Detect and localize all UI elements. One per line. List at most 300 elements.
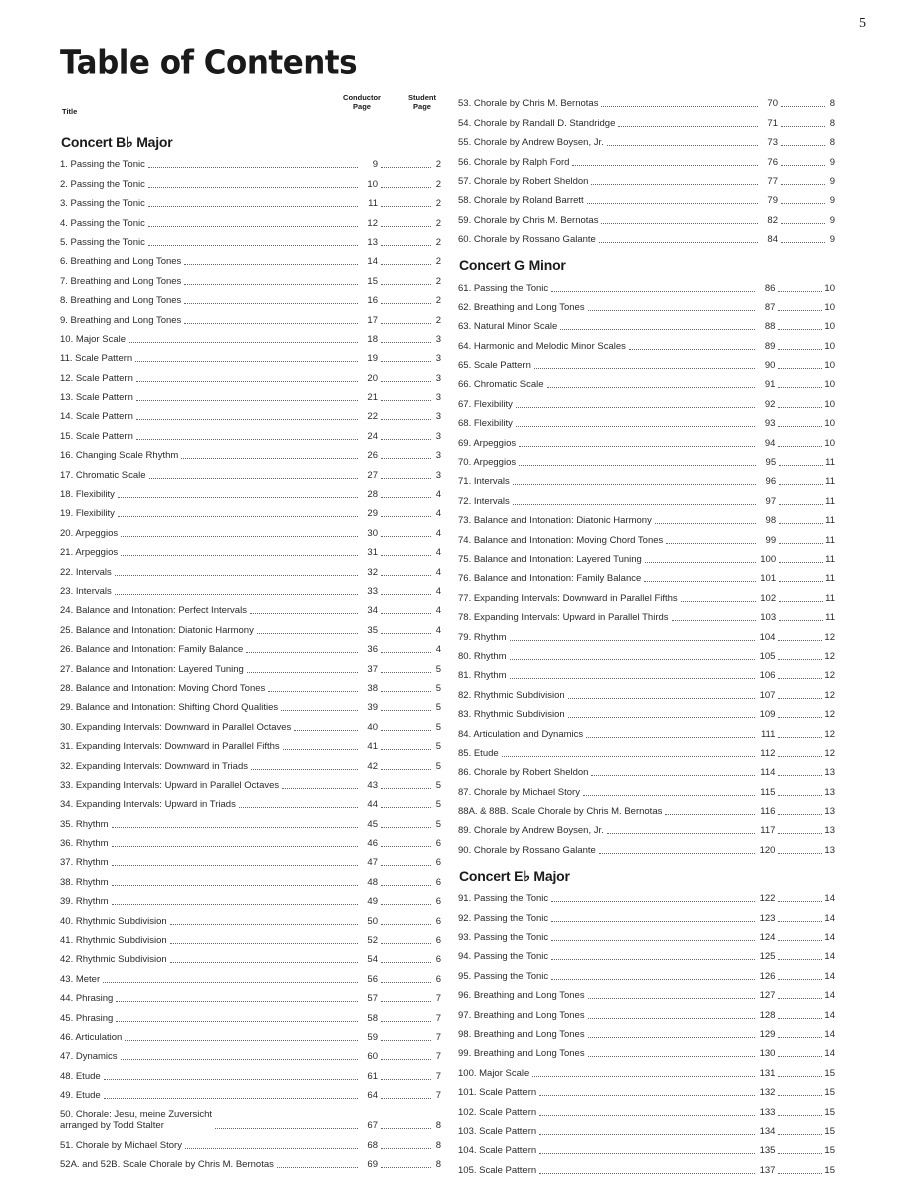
conductor-page-number: 87 — [764, 301, 776, 313]
dot-leader — [551, 921, 755, 922]
student-page-number: 10 — [824, 379, 835, 391]
dot-leader — [601, 223, 758, 224]
toc-entry — [60, 600, 441, 619]
student-page-number: 11 — [825, 476, 835, 488]
student-page-number: 4 — [435, 585, 441, 597]
entry-title: 21. Arpeggios — [60, 547, 119, 559]
conductor-page-number: 61 — [367, 1070, 378, 1082]
dot-leader — [148, 226, 358, 227]
dot-leader — [381, 206, 431, 207]
entry-title: 68. Flexibility — [458, 418, 513, 430]
entry-title: 54. Chorale by Randall D. Standridge — [458, 117, 616, 129]
student-page-number: 4 — [435, 644, 441, 656]
dot-leader — [381, 400, 431, 401]
entry-title: 65. Scale Pattern — [458, 360, 531, 372]
column-header-conductor-page: Conductor Page — [343, 93, 381, 111]
dot-leader — [778, 901, 822, 902]
conductor-page-number: 77 — [767, 175, 778, 187]
conductor-page-number: 88 — [764, 321, 776, 333]
student-page-number: 14 — [824, 912, 835, 924]
student-page-number: 5 — [435, 760, 441, 772]
entry-title: 86. Chorale by Robert Sheldon — [458, 767, 589, 779]
student-page-number: 4 — [435, 508, 441, 520]
dot-leader — [185, 1148, 358, 1149]
conductor-page-number: 90 — [764, 360, 776, 372]
toc-entry — [458, 888, 835, 907]
student-page-number: 10 — [824, 398, 835, 410]
toc-entry — [60, 678, 441, 697]
entry-title: 66. Chromatic Scale — [458, 379, 544, 391]
student-page-number: 5 — [435, 721, 441, 733]
conductor-page-number: 128 — [759, 1009, 776, 1021]
page-title: Table of Contents — [60, 44, 358, 82]
dot-leader — [135, 361, 358, 362]
toc-entry — [60, 232, 441, 251]
conductor-page-number: 10 — [367, 178, 378, 190]
dot-leader — [148, 245, 358, 246]
student-page-number: 2 — [435, 314, 441, 326]
student-page-number: 9 — [829, 214, 835, 226]
student-page-number: 11 — [825, 534, 835, 546]
conductor-page-number: 31 — [367, 547, 378, 559]
student-page-number: 5 — [435, 818, 441, 830]
student-page-number: 4 — [435, 566, 441, 578]
conductor-page-number: 17 — [367, 314, 378, 326]
student-page-number: 13 — [824, 844, 835, 856]
entry-title: 10. Major Scale — [60, 333, 127, 345]
toc-entry — [60, 1027, 441, 1046]
dot-leader — [781, 165, 825, 166]
conductor-page-number: 46 — [367, 838, 378, 850]
toc-entry — [458, 762, 835, 781]
toc-entry — [458, 374, 835, 393]
toc-entry — [458, 171, 835, 190]
toc-entry — [60, 949, 441, 968]
student-page-number: 9 — [829, 175, 835, 187]
conductor-page-number: 34 — [367, 605, 378, 617]
dot-leader — [588, 310, 756, 311]
dot-leader — [115, 575, 358, 576]
toc-entry — [458, 413, 835, 432]
student-page-number: 13 — [824, 825, 835, 837]
dot-leader — [381, 1040, 431, 1041]
toc-entry — [60, 1104, 441, 1134]
toc-entry — [60, 988, 441, 1007]
entry-title: 90. Chorale by Rossano Galante — [458, 844, 596, 856]
dot-leader — [215, 1128, 358, 1129]
student-page-number: 12 — [824, 689, 835, 701]
dot-leader — [778, 1115, 822, 1116]
dot-leader — [599, 242, 758, 243]
toc-entry — [458, 723, 835, 742]
student-page-number: 9 — [829, 195, 835, 207]
dot-leader — [281, 710, 358, 711]
dot-leader — [125, 1040, 358, 1041]
dot-leader — [121, 1059, 358, 1060]
student-page-number: 5 — [435, 663, 441, 675]
entry-title: 61. Passing the Tonic — [458, 282, 549, 294]
entry-title: 105. Scale Pattern — [458, 1164, 537, 1176]
dot-leader — [115, 594, 358, 595]
conductor-page-number: 16 — [367, 295, 378, 307]
student-page-number: 11 — [825, 457, 835, 469]
entry-title: 1. Passing the Tonic — [60, 159, 145, 171]
conductor-page-number: 120 — [759, 844, 776, 856]
conductor-page-number: 67 — [367, 1120, 378, 1132]
dot-leader — [568, 698, 756, 699]
dot-leader — [381, 458, 431, 459]
toc-entry — [60, 968, 441, 987]
conductor-page-number: 79 — [767, 195, 778, 207]
dot-leader — [583, 795, 755, 796]
dot-leader — [118, 516, 358, 517]
toc-entry — [60, 464, 441, 483]
entry-title: 53. Chorale by Chris M. Bernotas — [458, 98, 599, 110]
dot-leader — [381, 1021, 431, 1022]
toc-entry — [60, 1065, 441, 1084]
entry-title: 91. Passing the Tonic — [458, 893, 549, 905]
student-page-number: 8 — [829, 98, 835, 110]
dot-leader — [112, 865, 358, 866]
conductor-page-number: 117 — [760, 825, 776, 837]
dot-leader — [381, 924, 431, 925]
entry-title: 32. Expanding Intervals: Downward in Triads — [60, 760, 248, 772]
dot-leader — [778, 775, 822, 776]
entry-title: 24. Balance and Intonation: Perfect Intervals — [60, 605, 247, 617]
toc-entry — [458, 743, 835, 762]
dot-leader — [116, 1001, 358, 1002]
toc-entry — [60, 1046, 441, 1065]
student-page-number: 11 — [825, 553, 835, 565]
dot-leader — [129, 342, 358, 343]
dot-leader — [778, 737, 822, 738]
toc-entry — [458, 93, 835, 112]
entry-title: 41. Rhythmic Subdivision — [60, 935, 167, 947]
dot-leader — [136, 439, 358, 440]
student-page-number: 15 — [824, 1145, 835, 1157]
dot-leader — [381, 497, 431, 498]
conductor-page-number: 69 — [367, 1158, 378, 1170]
dot-leader — [778, 833, 822, 834]
dot-leader — [586, 737, 755, 738]
toc-entry — [458, 132, 835, 151]
toc-entry — [60, 1007, 441, 1026]
student-page-number: 4 — [435, 527, 441, 539]
dot-leader — [136, 381, 358, 382]
dot-leader — [551, 979, 755, 980]
entry-title: 88A. & 88B. Scale Chorale by Chris M. Bernotas — [458, 806, 663, 818]
student-page-number: 11 — [825, 495, 835, 507]
student-page-number: 12 — [824, 709, 835, 721]
toc-entry — [60, 290, 441, 309]
toc-entry — [458, 393, 835, 412]
toc-entry — [60, 833, 441, 852]
conductor-page-number: 134 — [759, 1125, 776, 1137]
conductor-page-number: 89 — [764, 340, 776, 352]
entry-title: 26. Balance and Intonation: Family Balance — [60, 644, 244, 656]
entry-title: 57. Chorale by Robert Sheldon — [458, 175, 589, 187]
entry-title: 74. Balance and Intonation: Moving Chord Tones — [458, 534, 664, 546]
dot-leader — [778, 756, 822, 757]
entry-title: 27. Balance and Intonation: Layered Tuning — [60, 663, 244, 675]
student-page-number: 9 — [829, 156, 835, 168]
dot-leader — [778, 814, 822, 815]
student-page-number: 10 — [824, 282, 835, 294]
dot-leader — [257, 633, 358, 634]
entry-title: 35. Rhythm — [60, 818, 109, 830]
conductor-page-number: 58 — [367, 1012, 378, 1024]
dot-leader — [778, 1153, 822, 1154]
toc-entry — [60, 658, 441, 677]
dot-leader — [516, 426, 756, 427]
toc-entry — [60, 716, 441, 735]
dot-leader — [778, 1134, 822, 1135]
dot-leader — [781, 145, 825, 146]
dot-leader — [778, 795, 822, 796]
conductor-page-number: 70 — [767, 98, 778, 110]
dot-leader — [539, 1095, 755, 1096]
student-page-number: 2 — [435, 178, 441, 190]
conductor-page-number: 28 — [367, 489, 378, 501]
dot-leader — [118, 497, 358, 498]
section-title-concert-b-flat-major: Concert B♭ Major — [61, 134, 173, 150]
conductor-page-number: 92 — [764, 398, 776, 410]
column-header-title: Title — [62, 107, 78, 116]
dot-leader — [655, 523, 756, 524]
toc-entry — [458, 471, 835, 490]
student-page-number: 8 — [829, 117, 835, 129]
dot-leader — [170, 924, 358, 925]
toc-entry — [60, 503, 441, 522]
dot-leader — [381, 788, 431, 789]
toc-entry — [60, 1154, 441, 1173]
toc-entry — [60, 154, 441, 173]
student-page-number: 5 — [435, 702, 441, 714]
toc-entry — [458, 335, 835, 354]
toc-entry — [60, 871, 441, 890]
entry-title: 81. Rhythm — [458, 670, 507, 682]
toc-entry — [458, 801, 835, 820]
toc-entry — [458, 297, 835, 316]
toc-entry — [458, 229, 835, 248]
dot-leader — [268, 691, 358, 692]
toc-entry — [458, 607, 835, 626]
conductor-page-number: 135 — [759, 1145, 776, 1157]
dot-leader — [519, 465, 756, 466]
student-page-number: 4 — [435, 547, 441, 559]
column-header-student-page: Student Page — [408, 93, 436, 111]
student-page-number: 11 — [825, 515, 835, 527]
dot-leader — [519, 446, 755, 447]
toc-entry — [60, 484, 441, 503]
entry-title: 14. Scale Pattern — [60, 411, 133, 423]
student-page-number: 15 — [824, 1164, 835, 1176]
toc-entry — [458, 452, 835, 471]
dot-leader — [665, 814, 755, 815]
toc-list — [458, 888, 835, 1179]
student-page-number: 14 — [824, 1009, 835, 1021]
entry-title: 99. Breathing and Long Tones — [458, 1048, 585, 1060]
student-page-number: 14 — [824, 990, 835, 1002]
entry-title: 63. Natural Minor Scale — [458, 321, 558, 333]
conductor-page-number: 49 — [367, 896, 378, 908]
conductor-page-number: 44 — [367, 799, 378, 811]
dot-leader — [778, 1173, 822, 1174]
entry-title: 64. Harmonic and Melodic Minor Scales — [458, 340, 626, 352]
toc-entry — [60, 813, 441, 832]
student-page-number: 10 — [824, 437, 835, 449]
dot-leader — [551, 291, 755, 292]
student-page-number: 15 — [824, 1067, 835, 1079]
toc-entry — [458, 907, 835, 926]
student-page-number: 15 — [824, 1125, 835, 1137]
dot-leader — [781, 126, 825, 127]
student-page-number: 6 — [435, 973, 441, 985]
conductor-page-number: 115 — [760, 786, 776, 798]
entry-title: 19. Flexibility — [60, 508, 115, 520]
toc-entry — [60, 522, 441, 541]
toc-entry — [60, 852, 441, 871]
dot-leader — [121, 555, 358, 556]
conductor-page-number: 129 — [759, 1028, 776, 1040]
conductor-page-number: 93 — [764, 418, 776, 430]
toc-entry — [60, 329, 441, 348]
student-page-number: 8 — [435, 1139, 441, 1151]
toc-entry — [60, 1085, 441, 1104]
dot-leader — [381, 730, 431, 731]
conductor-page-number: 116 — [760, 806, 776, 818]
toc-entry — [458, 112, 835, 131]
conductor-page-number: 73 — [767, 137, 778, 149]
dot-leader — [112, 827, 358, 828]
conductor-page-number: 56 — [367, 973, 378, 985]
entry-title: 75. Balance and Intonation: Layered Tuning — [458, 553, 642, 565]
dot-leader — [381, 536, 431, 537]
dot-leader — [381, 555, 431, 556]
dot-leader — [587, 203, 758, 204]
dot-leader — [381, 342, 431, 343]
toc-right-column — [458, 93, 835, 1179]
dot-leader — [781, 223, 825, 224]
conductor-page-number: 105 — [759, 650, 776, 662]
conductor-page-number: 123 — [759, 912, 776, 924]
toc-entry — [458, 965, 835, 984]
student-page-number: 6 — [435, 935, 441, 947]
entry-title: 103. Scale Pattern — [458, 1125, 537, 1137]
conductor-page-number: 64 — [367, 1090, 378, 1102]
entry-title: 31. Expanding Intervals: Downward in Parallel Fifths — [60, 741, 280, 753]
dot-leader — [551, 940, 755, 941]
toc-entry — [458, 1062, 835, 1081]
entry-title: 100. Major Scale — [458, 1067, 530, 1079]
student-page-number: 5 — [435, 682, 441, 694]
dot-leader — [381, 904, 431, 905]
dot-leader — [510, 640, 756, 641]
toc-entry — [60, 445, 441, 464]
conductor-page-number: 133 — [759, 1106, 776, 1118]
conductor-page-number: 114 — [760, 767, 776, 779]
entry-title: 50. Chorale: Jesu, meine Zuversicht arranged by Todd Stalter — [60, 1109, 213, 1132]
dot-leader — [277, 1167, 358, 1168]
student-page-number: 2 — [435, 275, 441, 287]
entry-title: 97. Breathing and Long Tones — [458, 1009, 585, 1021]
dot-leader — [629, 349, 756, 350]
toc-entry — [60, 755, 441, 774]
conductor-page-number: 130 — [759, 1048, 776, 1060]
dot-leader — [381, 594, 431, 595]
conductor-page-number: 98 — [765, 515, 777, 527]
dot-leader — [381, 1098, 431, 1099]
conductor-page-number: 11 — [368, 198, 378, 210]
entry-title: 93. Passing the Tonic — [458, 932, 549, 944]
conductor-page-number: 106 — [759, 670, 776, 682]
dot-leader — [247, 672, 358, 673]
toc-entry — [458, 1082, 835, 1101]
dot-leader — [246, 652, 358, 653]
toc-entry — [458, 1043, 835, 1062]
toc-entry — [458, 316, 835, 335]
toc-entry — [458, 190, 835, 209]
entry-title: 56. Chorale by Ralph Ford — [458, 156, 570, 168]
dot-leader — [607, 145, 758, 146]
conductor-page-number: 131 — [759, 1067, 776, 1079]
dot-leader — [170, 943, 358, 944]
toc-entry — [60, 794, 441, 813]
conductor-page-number: 15 — [367, 275, 378, 287]
entry-title: 73. Balance and Intonation: Diatonic Harmony — [458, 515, 652, 527]
dot-leader — [251, 769, 358, 770]
dot-leader — [148, 206, 358, 207]
dot-leader — [591, 775, 755, 776]
student-page-number: 6 — [435, 954, 441, 966]
entry-title: 15. Scale Pattern — [60, 430, 133, 442]
toc-entry — [60, 367, 441, 386]
dot-leader — [779, 543, 823, 544]
dot-leader — [534, 368, 756, 369]
dot-leader — [381, 633, 431, 634]
dot-leader — [104, 1079, 358, 1080]
conductor-page-number: 68 — [367, 1139, 378, 1151]
student-page-number: 3 — [435, 469, 441, 481]
dot-leader — [112, 846, 358, 847]
entry-title: 33. Expanding Intervals: Upward in Parallel Octaves — [60, 779, 280, 791]
dot-leader — [381, 419, 431, 420]
dot-leader — [103, 982, 358, 983]
student-page-number: 10 — [824, 340, 835, 352]
toc-entry — [458, 1159, 835, 1178]
entry-title: 6. Breathing and Long Tones — [60, 256, 182, 268]
dot-leader — [381, 1148, 431, 1149]
dot-leader — [381, 613, 431, 614]
entry-title: 37. Rhythm — [60, 857, 109, 869]
toc-entry — [60, 910, 441, 929]
conductor-page-number: 91 — [764, 379, 776, 391]
dot-leader — [781, 106, 825, 107]
conductor-page-number: 26 — [367, 450, 378, 462]
conductor-page-number: 39 — [367, 702, 378, 714]
entry-title: 58. Chorale by Roland Barrett — [458, 195, 584, 207]
student-page-number: 14 — [824, 1028, 835, 1040]
conductor-page-number: 42 — [367, 760, 378, 772]
toc-entry — [458, 587, 835, 606]
entry-title: 43. Meter — [60, 973, 101, 985]
entry-title: 51. Chorale by Michael Story — [60, 1139, 182, 1151]
student-page-number: 3 — [435, 353, 441, 365]
student-page-number: 12 — [824, 747, 835, 759]
dot-leader — [618, 126, 758, 127]
conductor-page-number: 35 — [367, 624, 378, 636]
toc-entry — [60, 406, 441, 425]
